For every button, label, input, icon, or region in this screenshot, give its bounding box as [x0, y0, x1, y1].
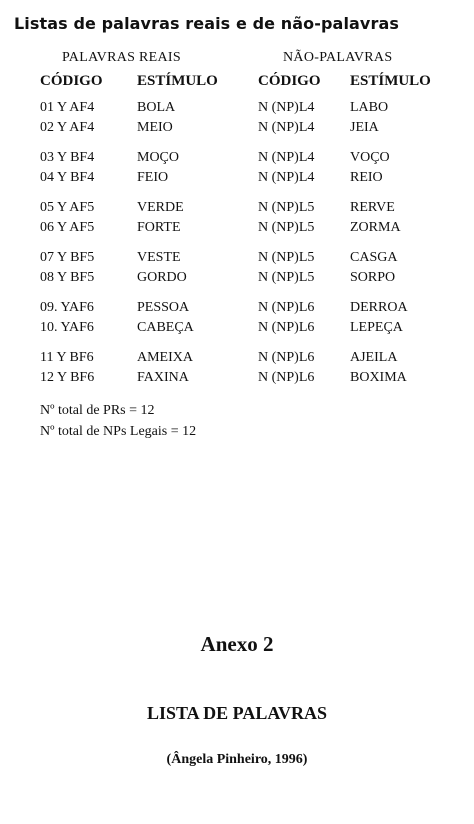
non-word-stimulus: DERROA — [350, 300, 408, 315]
real-word-code: 04 Y BF4 — [40, 170, 95, 185]
non-word-stimulus: VOÇO — [350, 150, 390, 165]
non-word-stimulus: CASGA — [350, 250, 398, 265]
real-word-code: 03 Y BF4 — [40, 150, 95, 165]
list-title: LISTA DE PALAVRAS — [146, 703, 328, 723]
real-word-stimulus: FORTE — [137, 220, 181, 235]
non-word-code: N (NP)L4 — [258, 100, 315, 115]
real-word-stimulus: AMEIXA — [137, 350, 193, 365]
non-word-stimulus: RERVE — [350, 200, 395, 215]
non-word-code: N (NP)L5 — [258, 250, 315, 265]
non-word-code: N (NP)L5 — [258, 200, 315, 215]
citation: (Ângela Pinheiro, 1996) — [166, 752, 308, 767]
non-word-stimulus: LABO — [350, 100, 389, 115]
column-header-code-non: CÓDIGO — [258, 73, 321, 89]
non-word-stimulus: AJEILA — [350, 350, 398, 365]
real-word-code: 01 Y AF4 — [40, 100, 95, 115]
non-word-code: N (NP)L6 — [258, 300, 315, 315]
group-heading-real-words: PALAVRAS REAIS — [62, 50, 181, 65]
non-word-code: N (NP)L5 — [258, 270, 315, 285]
non-word-stimulus: BOXIMA — [350, 370, 407, 385]
annex-title: Anexo 2 — [200, 632, 274, 656]
real-word-stimulus: VESTE — [137, 250, 181, 265]
real-word-code: 07 Y BF5 — [40, 250, 95, 265]
real-word-stimulus: MEIO — [137, 120, 173, 135]
non-word-stimulus: REIO — [350, 170, 383, 185]
column-header-stimulus-non: ESTÍMULO — [350, 73, 431, 89]
column-header-stimulus-real: ESTÍMULO — [137, 73, 218, 89]
non-word-stimulus: JEIA — [350, 120, 379, 135]
total-real-words: Nº total de PRs = 12 — [40, 403, 155, 418]
group-heading-non-words: NÃO-PALAVRAS — [283, 50, 393, 65]
non-word-code: N (NP)L6 — [258, 320, 315, 335]
non-word-code: N (NP)L4 — [258, 170, 315, 185]
non-word-code: N (NP)L6 — [258, 350, 315, 365]
real-word-stimulus: FEIO — [137, 170, 169, 185]
non-word-code: N (NP)L4 — [258, 120, 315, 135]
real-word-stimulus: PESSOA — [137, 300, 190, 315]
real-word-stimulus: MOÇO — [137, 150, 180, 165]
non-word-stimulus: ZORMA — [350, 220, 401, 235]
page-title: Listas de palavras reais e de não-palavras — [14, 14, 399, 33]
real-word-code: 10. YAF6 — [40, 320, 94, 335]
non-word-code: N (NP)L4 — [258, 150, 315, 165]
real-word-code: 09. YAF6 — [40, 300, 94, 315]
real-word-code: 06 Y AF5 — [40, 220, 95, 235]
non-word-stimulus: SORPO — [350, 270, 396, 285]
real-word-code: 05 Y AF5 — [40, 200, 95, 215]
real-word-stimulus: CABEÇA — [137, 320, 194, 335]
real-word-code: 02 Y AF4 — [40, 120, 95, 135]
real-word-stimulus: VERDE — [137, 200, 184, 215]
real-word-code: 12 Y BF6 — [40, 370, 95, 385]
real-word-stimulus: FAXINA — [137, 370, 189, 385]
non-word-code: N (NP)L5 — [258, 220, 315, 235]
real-word-code: 08 Y BF5 — [40, 270, 95, 285]
non-word-stimulus: LEPEÇA — [350, 320, 403, 335]
column-header-code-real: CÓDIGO — [40, 73, 103, 89]
non-word-code: N (NP)L6 — [258, 370, 315, 385]
real-word-stimulus: GORDO — [137, 270, 187, 285]
real-word-stimulus: BOLA — [137, 100, 176, 115]
total-non-words: Nº total de NPs Legais = 12 — [40, 424, 197, 439]
real-word-code: 11 Y BF6 — [40, 350, 94, 365]
